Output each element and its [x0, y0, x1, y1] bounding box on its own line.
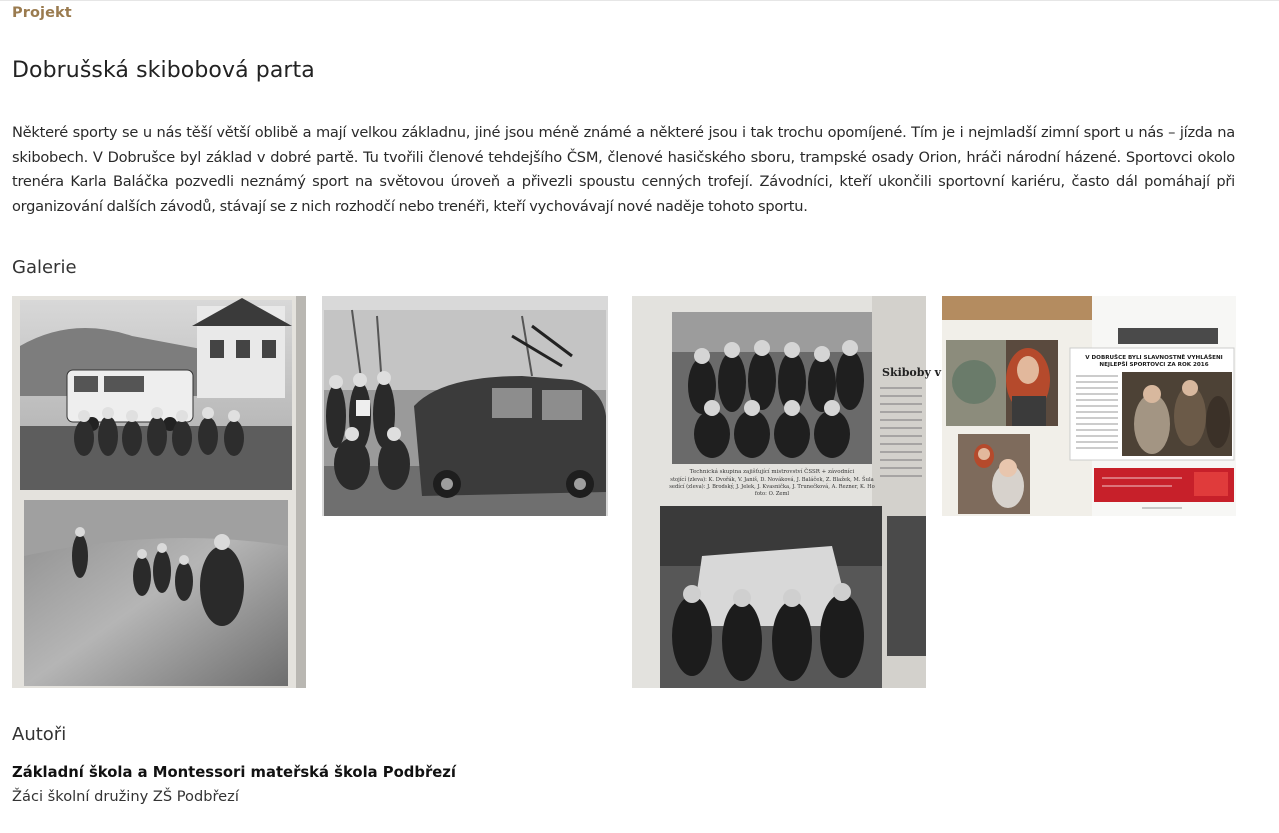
author-school: Základní škola a Montessori mateřská škola Podbřezí: [12, 764, 456, 781]
book-caption-line-1: Technická skupina zajišťující mistrovství ČSSR + závodníci: [689, 469, 855, 475]
top-divider: [0, 0, 1279, 1]
authors-heading: Autoři: [12, 724, 67, 745]
book-page-image: [632, 296, 942, 688]
gallery-photo-1[interactable]: [12, 296, 306, 688]
book-caption-line-2: stojící (zleva): K. Dvořák, V. Janiš, D. Nováková, J. Baláček, Z. Blažek, M. Šula: [670, 477, 874, 483]
page-title: Dobrušská skibobová parta: [12, 58, 315, 83]
author-group: Žáci školní družiny ZŠ Podbřezí: [12, 788, 239, 805]
book-side-title: Skiboby v: [882, 366, 942, 379]
book-caption-line-3: sedící (zleva): J. Brodský, J. Jelek, J. Kvasnička, J. Trunečková, A. Rezner, K. Ho: [669, 484, 875, 490]
section-label: Projekt: [12, 5, 72, 21]
group-with-car-image: [322, 296, 608, 516]
newspaper-clippings-image: [942, 296, 1236, 516]
photo-gallery: [12, 296, 1236, 688]
gallery-heading: Galerie: [12, 257, 77, 278]
gallery-photo-3[interactable]: [632, 296, 942, 688]
gallery-photo-4[interactable]: [942, 296, 1236, 516]
project-description: Některé sporty se u nás těší větší oblibě a mají velkou základnu, jiné jsou méně známé a některé jsou i tak trochu opomíjené. Tím je i nejmladší zimní sport u nás – jízda na skibobech. V Dobrušce byl základ v dobré partě. Tu tvořili členové tehdejšího ČSM, členové hasičského sboru, trampské osady Orion, hráči národní házené. Sportovci okolo trenéra Karla Baláčka pozvedli neznámý sport na světovou úroveň a přivezli spoustu cenných trofejí. Závodníci, kteří ukončili sportovní kariéru, často dál pomáhají při organizování dalších závodů, stávají se z nich rozhodčí nebo trenéři, kteří vychovávají nové naděje tohoto sportu.: [12, 124, 1235, 215]
book-caption-line-4: foto: O. Zeml: [754, 491, 790, 497]
clipping-headline-1: V DOBRUŠCE BYLI SLAVNOSTNĚ VYHLÁŠENI: [1085, 355, 1223, 361]
album-page-image: [12, 296, 306, 688]
clipping-headline-2: NEJLEPŠÍ SPORTOVCI ZA ROK 2016: [1099, 362, 1209, 368]
gallery-photo-2[interactable]: [322, 296, 608, 516]
